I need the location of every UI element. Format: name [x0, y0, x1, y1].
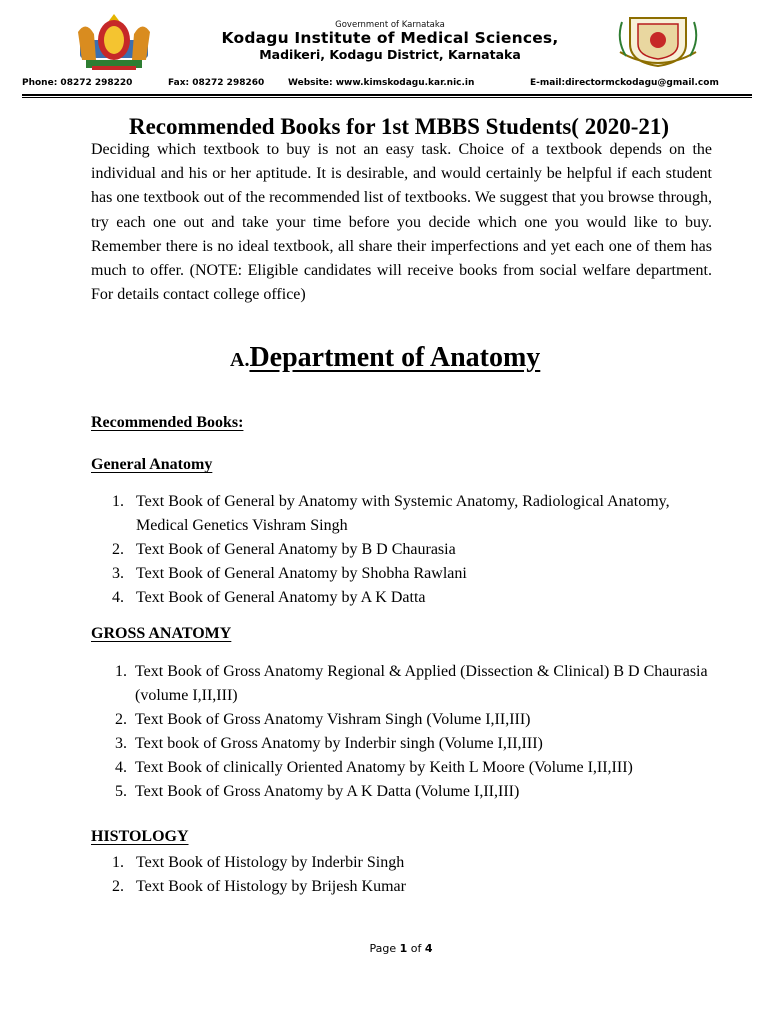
- contact-row: [22, 78, 752, 90]
- department-heading: [230, 342, 540, 374]
- section-heading-histology: HISTOLOGY: [91, 828, 189, 845]
- histology-list: [0, 851, 768, 899]
- recommended-books-heading: Recommended Books:: [91, 414, 244, 431]
- list-item: 1. Text Book of Histology by Inderbir Singh: [112, 854, 405, 871]
- list-item: 4. Text Book of General Anatomy by A K Datta: [112, 589, 426, 606]
- list-item: 4. Text Book of clinically Oriented Anatomy by Keith L Moore (Volume I,II,III): [115, 759, 633, 776]
- website-link[interactable]: Website: www.kimskodagu.kar.nic.in: [288, 78, 475, 88]
- letterhead: [0, 0, 768, 100]
- list-item: 1. Text Book of General by Anatomy with Systemic Anatomy, Radiological Anatomy, Medical Genetics Vishram Singh: [112, 493, 670, 534]
- fax-number: Fax: 08272 298260: [168, 78, 265, 88]
- header-divider-thin: [22, 97, 752, 98]
- general-anatomy-list: [0, 490, 768, 610]
- header-divider: [22, 94, 752, 96]
- list-item: 3. Text book of Gross Anatomy by Inderbir singh (Volume I,II,III): [115, 735, 543, 752]
- gross-anatomy-list: [0, 660, 768, 804]
- list-item: 5. Text Book of Gross Anatomy by A K Datta (Volume I,II,III): [115, 783, 520, 800]
- intro-paragraph: Deciding which textbook to buy is not an easy task. Choice of a textbook depends on the individual and his or her aptitude. It is desirable, and would certainly be helpful if each student has one textbook out of the recommended list of textbooks. We suggest that you browse through, try each one out and take your time before you decide which one you would like to buy. Remember there is no ideal textbook, all share their imperfections and yet each one of them has much to offer. (NOTE: Eligible candidates will receive books from social welfare department. For details contact college office): [91, 141, 712, 304]
- institute-name: Kodagu Institute of Medical Sciences,: [221, 29, 559, 47]
- email-link[interactable]: E-mail:directormckodagu@gmail.com: [530, 78, 719, 88]
- list-item: 2. Text Book of General Anatomy by B D Chaurasia: [112, 541, 456, 558]
- list-item: 2. Text Book of Histology by Brijesh Kumar: [112, 878, 406, 895]
- institute-address: Madikeri, Kodagu District, Karnataka: [259, 47, 521, 62]
- list-item: 3. Text Book of General Anatomy by Shobha Rawlani: [112, 565, 467, 582]
- section-heading-general-anatomy: General Anatomy: [91, 456, 213, 473]
- government-label: Government of Karnataka: [335, 20, 445, 30]
- karnataka-emblem-icon: [72, 10, 156, 72]
- page-number: Page 1 of 4: [369, 942, 433, 955]
- list-item: 2. Text Book of Gross Anatomy Vishram Singh (Volume I,II,III): [115, 711, 531, 728]
- section-heading-gross-anatomy: GROSS ANATOMY: [91, 625, 232, 642]
- phone-number: Phone: 08272 298220: [22, 78, 133, 88]
- department-letter: A.: [230, 349, 250, 371]
- college-seal-icon: [612, 12, 704, 68]
- page-title: Recommended Books for 1st MBBS Students( 2020-21): [128, 114, 670, 139]
- department-name: Department of Anatomy: [249, 342, 541, 373]
- list-item: 1. Text Book of Gross Anatomy Regional & Applied (Dissection & Clinical) B D Chaurasia (volume I,II,III): [115, 663, 708, 704]
